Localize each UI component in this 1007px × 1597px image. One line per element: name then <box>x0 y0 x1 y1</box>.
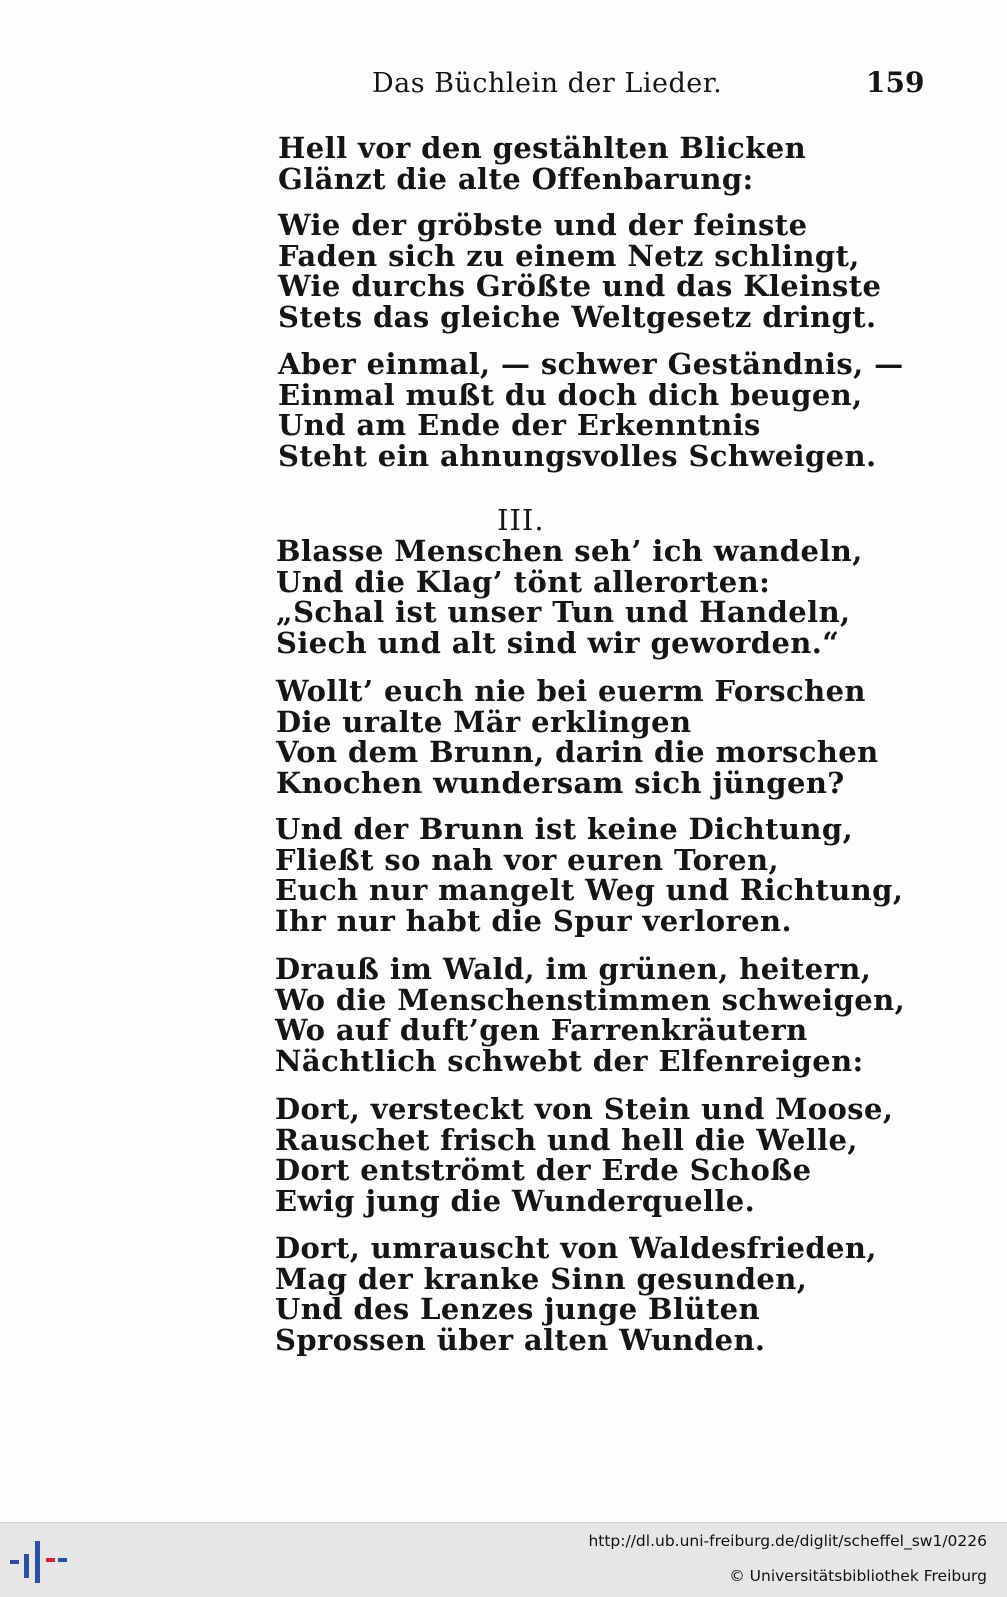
verse-line: Fließt so nah vor euren Toren, <box>275 842 779 877</box>
verse-line: Und des Lenzes junge Blüten <box>275 1292 760 1327</box>
verse-line: Drauß im Wald, im grünen, heitern, <box>275 952 872 986</box>
verse-line: Wollt’ euch nie bei euerm Forschen <box>276 674 866 708</box>
verse-line: Aber einmal, — schwer Geständnis, — <box>278 347 904 381</box>
verse-line: Sprossen über alten Wunden. <box>275 1322 766 1357</box>
verse-line: Einmal mußt du doch dich beugen, <box>278 377 863 412</box>
verse-line: Wie der gröbste und der feinste <box>278 208 808 242</box>
verse-line: Rauschet frisch und hell die Welle, <box>275 1122 858 1157</box>
verse-line: Und am Ende der Erkenntnis <box>278 408 761 443</box>
verse-line: Die uralte Mär erklingen <box>276 704 692 739</box>
verse-line: Glänzt die alte Offenbarung: <box>278 161 754 196</box>
verse-line: Blasse Menschen seh’ ich wandeln, <box>276 534 863 568</box>
verse-line: Stets das gleiche Weltgesetz dringt. <box>278 299 877 334</box>
stanza <box>275 1233 877 1355</box>
verse-line: Von dem Brunn, darin die morschen <box>276 735 879 770</box>
stanza <box>276 676 879 798</box>
verse-line: Ihr nur habt die Spur verloren. <box>275 903 792 938</box>
stanza <box>275 954 905 1076</box>
running-head: Das Büchlein der Lieder. <box>372 68 723 99</box>
verse-line: Wo auf duft’gen Farrenkräutern <box>275 1013 808 1048</box>
viewer-footer <box>0 1522 1007 1597</box>
verse-line: Und der Brunn ist keine Dichtung, <box>275 812 854 846</box>
stanza <box>276 536 863 658</box>
stanza <box>278 210 881 332</box>
verse-line: Dort entströmt der Erde Schoße <box>275 1153 812 1188</box>
verse-line: Siech und alt sind wir geworden.“ <box>276 625 840 660</box>
verse-line: Und die Klag’ tönt allerorten: <box>276 564 771 599</box>
stanza <box>278 349 904 471</box>
verse-line: Knochen wundersam sich jüngen? <box>276 765 845 800</box>
verse-line: Euch nur mangelt Weg und Richtung, <box>275 873 904 908</box>
stanza <box>275 814 903 936</box>
page-number: 159 <box>866 66 925 99</box>
verse-line: Steht ein ahnungsvolles Schweigen. <box>278 438 877 473</box>
stanza <box>278 133 806 194</box>
copyright-notice: © Universitätsbibliothek Freiburg <box>729 1567 987 1585</box>
verse-line: Hell vor den gestählten Blicken <box>278 131 807 165</box>
verse-line: Dort, versteckt von Stein und Moose, <box>275 1092 894 1126</box>
verse-line: Nächtlich schwebt der Elfenreigen: <box>275 1043 864 1078</box>
section-heading: III. <box>497 503 545 537</box>
verse-line: Ewig jung die Wunderquelle. <box>275 1183 756 1218</box>
verse-line: Wo die Menschenstimmen schweigen, <box>275 982 906 1017</box>
source-url-link[interactable]: http://dl.ub.uni-freiburg.de/diglit/scheffel_sw1/0226 <box>588 1532 987 1550</box>
verse-line: Dort, umrauscht von Waldesfrieden, <box>275 1231 877 1265</box>
university-library-logo-icon <box>8 1537 68 1587</box>
verse-line: Wie durchs Größte und das Kleinste <box>278 269 882 304</box>
stanza <box>275 1094 893 1216</box>
verse-line: Mag der kranke Sinn gesunden, <box>275 1261 808 1296</box>
verse-line: „Schal ist unser Tun und Handeln, <box>276 595 851 630</box>
verse-line: Faden sich zu einem Netz schlingt, <box>278 238 860 273</box>
